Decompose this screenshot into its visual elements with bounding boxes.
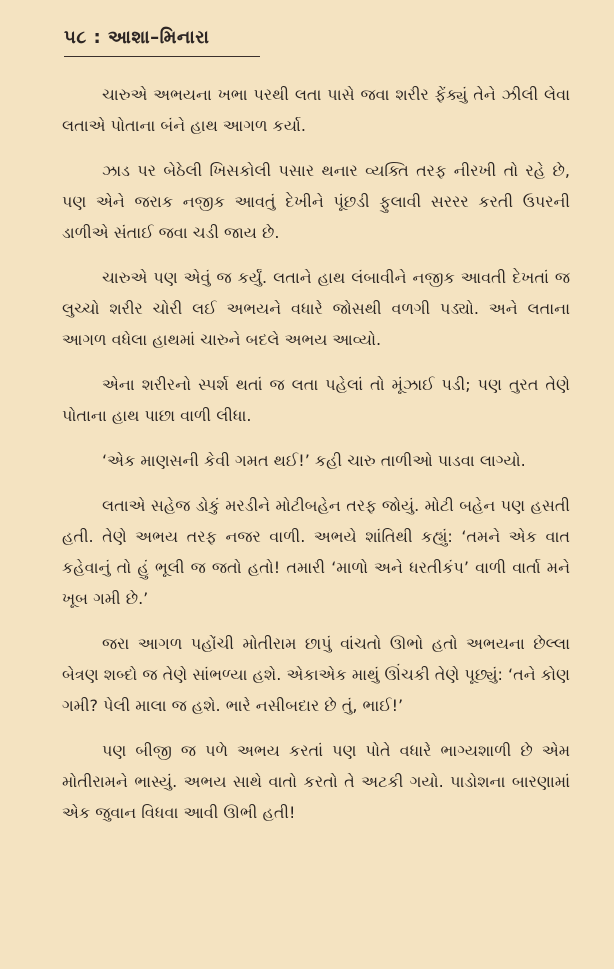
header-underline [64, 56, 260, 57]
paragraph-5: ‘એક માણસની કેવી ગમત થઈ!’ કહી ચારુ તાળીઓ પાડવા લાગ્યો. [102, 451, 526, 470]
paragraph-8: પણ બીજી જ પળે અભય કરતાં પણ પોતે વધારે ભાગ્યશાળી છે એમ મોતીરામને ભાસ્યું. અભય સાથે વાતો કરતો તે અટકી ગયો. પાડોશના બારણામાં એક જુવાન વિધવા આવી ઊભી હતી! [62, 741, 570, 822]
paragraph-2: ઝાડ પર બેઠેલી ખિસકોલી પસાર થનાર વ્યક્તિ તરફ નીરખી તો રહે છે, પણ એને જરાક નજીક આવતું દેખીને પૂંછડી ફુલાવી સરરર કરતી ઉપરની ડાળીએ સંતાઈ જવા ચડી જાય છે. [62, 161, 570, 242]
paragraph-1: ચારુએ અભયના ખભા પરથી લતા પાસે જવા શરીર ફેંક્યું તેને ઝીલી લેવા લતાએ પોતાના બંને હાથ આગળ કર્યા. [62, 85, 570, 135]
paragraph-3: ચારુએ પણ એવું જ કર્યું. લતાને હાથ લંબાવીને નજીક આવતી દેખતાં જ લુચ્ચો શરીર ચોરી લઈ અભયને વધારે જોસથી વળગી પડ્યો. અને લતાના આગળ વધેલા હાથમાં ચારુને બદલે અભય આવ્યો. [62, 268, 570, 349]
paragraph-6: લતાએ સહેજ ડોકું મરડીને મોટીબહેન તરફ જોયું. મોટી બહેન પણ હસતી હતી. તેણે અભય તરફ નજર વાળી. અભયે શાંતિથી કહ્યું: ‘તમને એક વાત કહેવાનું તો હું ભૂલી જ જતો હતો! તમારી ‘માળો અને ધરતીકંપ’ વાળી વાર્તા મને ખૂબ ગમી છે.’ [62, 496, 570, 608]
paragraph-7: જરા આગળ પહોંચી મોતીરામ છાપું વાંચતો ઊભો હતો અભયના છેલ્લા બેત્રણ શબ્દો જ તેણે સાંભળ્યા હશે. એકાએક માથું ઊંચકી તેણે પૂછ્યું: ‘તને કોણ ગમી? પેલી માલા જ હશે. ભારે નસીબદાર છે તું, ભાઈ!’ [62, 634, 570, 715]
body-text [62, 79, 570, 828]
page-header [64, 26, 260, 57]
running-head: ૫૮ : આશા–મિનારા [64, 27, 210, 48]
paragraph-4: એના શરીરનો સ્પર્શ થતાં જ લતા પહેલાં તો મૂંઝાઈ પડી; પણ તુરત તેણે પોતાના હાથ પાછા વાળી લીધા. [62, 375, 570, 425]
